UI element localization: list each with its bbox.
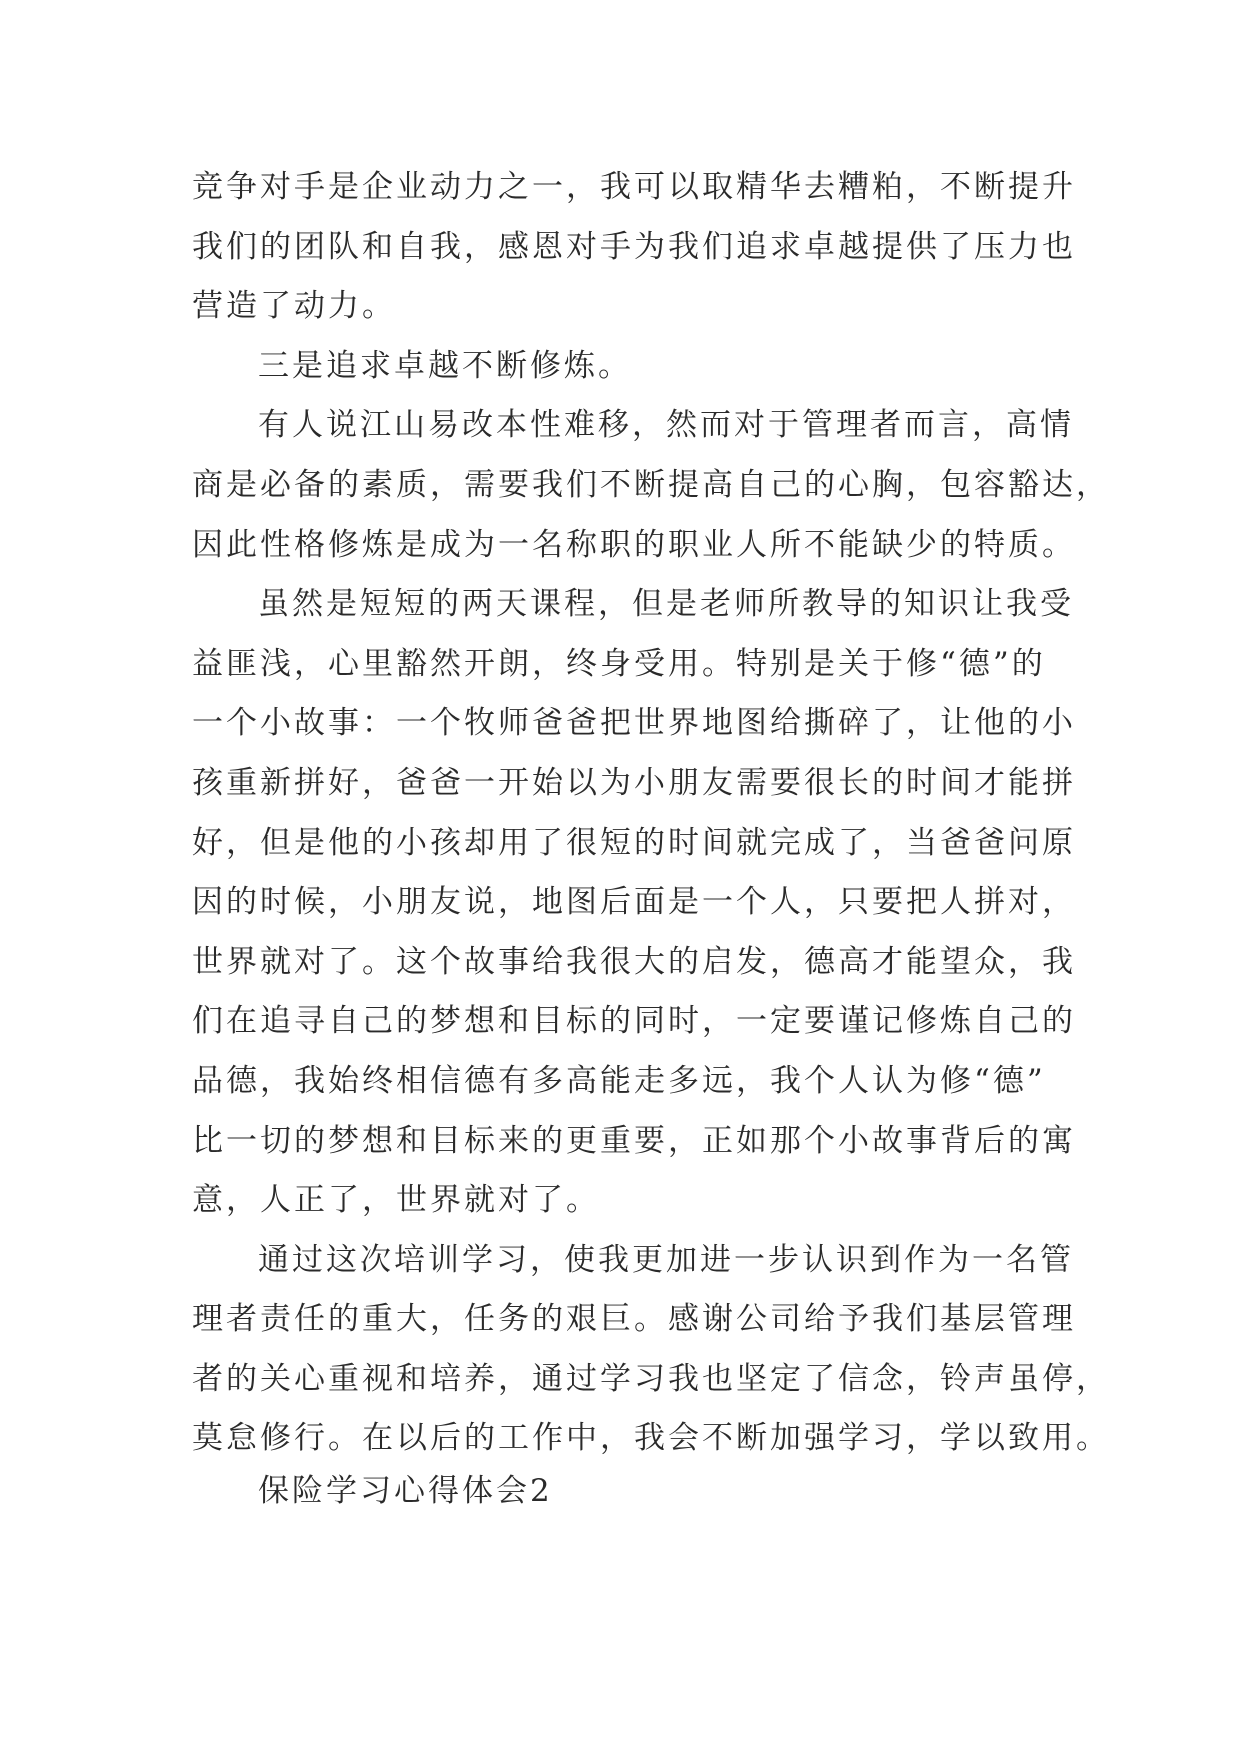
text-line: 有人说江山易改本性难移，然而对于管理者而言，高情 <box>258 407 1074 444</box>
text-line: 们在追寻自己的梦想和目标的同时，一定要谨记修炼自己的 <box>192 1003 1076 1040</box>
text-line: 品德，我始终相信德有多高能走多远，我个人认为修“德” <box>192 1062 1046 1099</box>
text-line: 三是追求卓越不断修炼。 <box>258 347 632 384</box>
text-line: 莫怠修行。在以后的工作中，我会不断加强学习，学以致用。 <box>192 1420 1110 1457</box>
text-line: 因此性格修炼是成为一名称职的职业人所不能缺少的特质。 <box>192 526 1076 563</box>
text-line: 理者责任的重大，任务的艰巨。感谢公司给予我们基层管理 <box>192 1301 1076 1338</box>
text-line: 益匪浅，心里豁然开朗，终身受用。特别是关于修“德”的 <box>192 645 1046 682</box>
text-line: 商是必备的素质，需要我们不断提高自己的心胸，包容豁达， <box>192 466 1110 503</box>
text-line: 孩重新拼好，爸爸一开始以为小朋友需要很长的时间才能拼 <box>192 764 1076 801</box>
text-line: 好，但是他的小孩却用了很短的时间就完成了，当爸爸问原 <box>192 824 1076 861</box>
body-text <box>192 158 1110 1469</box>
text-line: 意，人正了，世界就对了。 <box>192 1182 600 1219</box>
text-line: 一个小故事：一个牧师爸爸把世界地图给撕碎了，让他的小 <box>192 705 1076 742</box>
text-line: 通过这次培训学习，使我更加进一步认识到作为一名管 <box>258 1241 1074 1278</box>
text-line: 比一切的梦想和目标来的更重要，正如那个小故事背后的寓 <box>192 1122 1076 1159</box>
text-line: 我们的团队和自我，感恩对手为我们追求卓越提供了压力也 <box>192 228 1076 265</box>
text-line: 营造了动力。 <box>192 288 396 325</box>
text-line: 虽然是短短的两天课程，但是老师所教导的知识让我受 <box>258 586 1074 623</box>
text-line: 竞争对手是企业动力之一，我可以取精华去糟粕，不断提升 <box>192 169 1076 205</box>
text-line: 因的时候，小朋友说，地图后面是一个人，只要把人拼对， <box>192 884 1076 921</box>
section-title: 保险学习心得体会2 <box>258 1473 553 1509</box>
text-line: 者的关心重视和培养，通过学习我也坚定了信念，铃声虽停， <box>192 1360 1110 1397</box>
text-line: 世界就对了。这个故事给我很大的启发，德高才能望众，我 <box>192 943 1076 980</box>
